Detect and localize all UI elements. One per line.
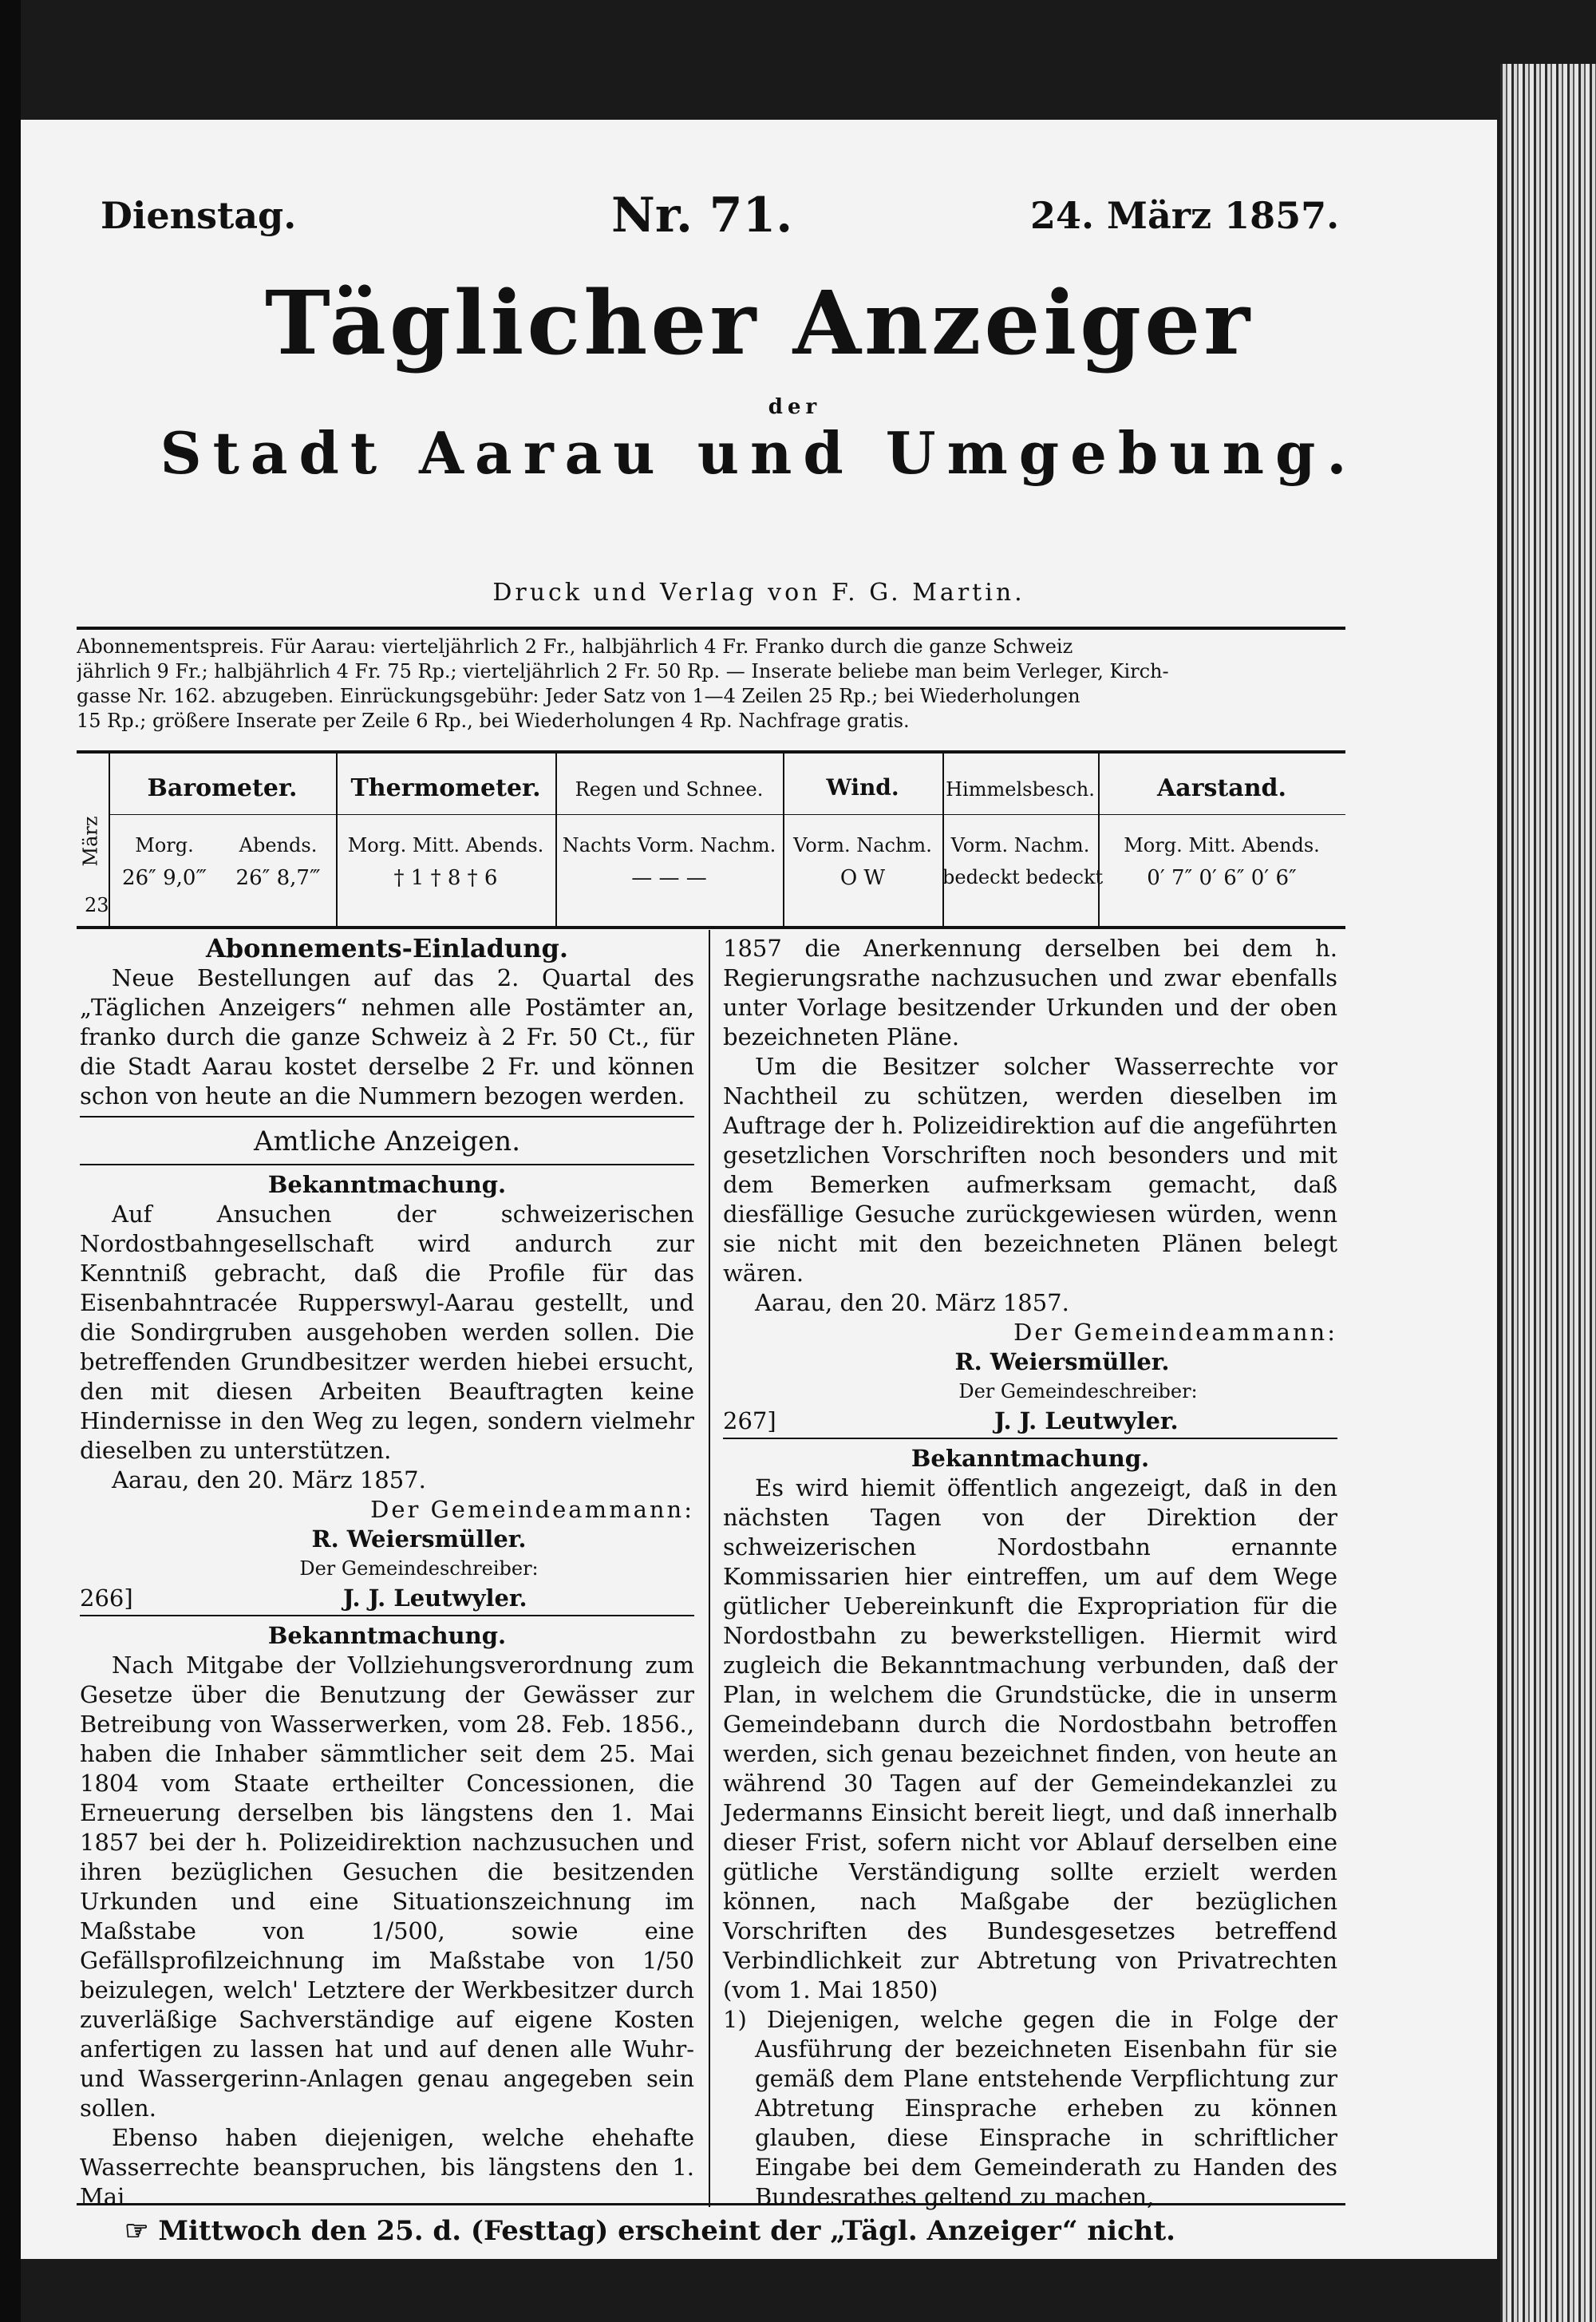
- bek2-text-2: Ebenso haben diejenigen, welche ehehafte Wasserrechte beanspruchen, bis längstens den 1. Mai: [80, 2124, 694, 2210]
- baro-morning-label: Morg.: [135, 834, 194, 856]
- baro-evening-label: Abends.: [239, 834, 318, 856]
- cont-signature: R. Weiersmüller.: [954, 1348, 1170, 1375]
- aar-labels: Morg. Mitt. Abends.: [1124, 834, 1320, 856]
- bek1-date: Aarau, den 20. März 1857.: [112, 1466, 426, 1493]
- bek1-text: Auf Ansuchen der schweizerischen Nordostbahngesellschaft wird andurch zur Kenntniß gebracht, daß die Profile für das Eisenbahntracée Rupperswyl-Aarau gestellt, und die Sondirgruben ausgehoben werden sollen. Die betreffenden Grundbesitzer werden hiebei ersucht, den mit diesen Arbeiten Beauftragten keine Hindernisse in den Weg zu legen, sondern vielmehr dieselben zu unterstützen.: [80, 1201, 694, 1464]
- baro-evening-value: 26″ 8,7‴: [235, 866, 321, 890]
- page-edges-right: [1500, 64, 1596, 2322]
- abo-title: Abonnements-Einladung.: [205, 933, 569, 963]
- subscription-line-1: Abonnementspreis. Für Aarau: vierteljährlich 2 Fr., halbjährlich 4 Fr. Franko durch die ganze Schweiz: [77, 635, 1073, 658]
- bek1-office: Der Gemeindeammann:: [370, 1496, 694, 1523]
- thermo-labels: Morg. Mitt. Abends.: [347, 834, 544, 856]
- printer-line: Druck und Verlag von F. G. Martin.: [492, 579, 1025, 607]
- issue-date: 24. März 1857.: [1030, 194, 1340, 237]
- sky-values: bedeckt bedeckt: [942, 866, 1104, 888]
- divider: [80, 1615, 694, 1616]
- issue-number: Nr. 71.: [611, 188, 793, 243]
- aar-values: 0′ 7″ 0′ 6″ 0′ 6″: [1147, 866, 1297, 890]
- wind-header: Wind.: [826, 774, 899, 801]
- month-label: März: [79, 816, 102, 867]
- newspaper-subtitle: Stadt Aarau und Umgebung.: [160, 419, 1358, 487]
- cont-office: Der Gemeindeammann:: [1013, 1319, 1337, 1346]
- bek2-text: Nach Mitgabe der Vollziehungsverordnung zum Gesetze über die Benutzung der Gewässer zur Betreibung von Wasserwerken, vom 28. Feb. 1856., haben die Inhaber sämmtlicher seit dem 25. Mai 1804 vom Staate ertheilter Concessionen, die Erneuerung derselben bis längstens den 1. Mai 1857 bei der h. Polizeidirektion nachzusuchen und ihren bezüglichen Gesuchen die besitzenden Urkunden und eine Situationszeichnung im Maßstabe von 1/500, sowie eine Gefällsprofilzeichnung im Maßstabe von 1/50 beizulegen, welch' Letztere der Werkbesitzer durch zuverläßige Sachverständige auf eigene Kosten anfertigen zu lassen hat und auf denen alle Wuhr- und Wassergerinn-Anlagen genau angegeben sein sollen.: [80, 1652, 694, 2122]
- bek1-clerk-label: Der Gemeindeschreiber:: [299, 1557, 539, 1580]
- footer-notice: ☞ Mittwoch den 25. d. (Festtag) erscheint der „Tägl. Anzeiger“ nicht.: [124, 2215, 1176, 2247]
- title-der: der: [768, 395, 822, 419]
- divider: [723, 1438, 1337, 1439]
- bek3-title: Bekanntmachung.: [911, 1445, 1150, 1472]
- weekday: Dienstag.: [101, 194, 297, 237]
- table-rule-bottom: [77, 926, 1345, 929]
- subscription-line-2: jährlich 9 Fr.; halbjährlich 4 Fr. 75 Rp.; vierteljährlich 2 Fr. 50 Rp. — Inserate beliebe man beim Verleger, Kirch-: [77, 660, 1169, 682]
- thermo-values: † 1 † 8 † 6: [393, 866, 498, 890]
- bek3-item-1: 1) Diejenigen, welche gegen die in Folge der Ausführung der bezeichneten Eisenbahn für sie gemäß dem Plane entstehende Verpflichtung zur Abtretung Einsprache erheben zu können glauben, diese Einsprache in schriftlicher Eingabe bei dem Gemeinderath zu Handen des Bundesrathes geltend zu machen,: [723, 2006, 1337, 2210]
- bek3-text: Es wird hiemit öffentlich angezeigt, daß in den nächsten Tagen von der Direktion der schweizerischen Nordostbahn ernannte Kommissarien hier eintreffen, um auf dem Wege gütlicher Uebereinkunft die Expropriation für die Nordostbahn zu bewerkstelligen. Hiermit wird zugleich die Bekanntmachung verbunden, daß der Plan, in welchem die Grundstücke, die in unserm Gemeindebann durch die Nordostbahn betroffen werden, sich genau bezeichnet finden, von heute an während 30 Tagen auf der Gemeindekanzlei zu Jedermanns Einsicht bereit liegt, und daß innerhalb dieser Frist, sofern nicht vor Ablauf derselben eine gütliche Verständigung sollte erzielt werden können, nach Maßgabe der bezüglichen Vorschriften des Bundesgesetzes betreffend Verbindlichkeit zur Abtretung von Privatrechten (vom 1. Mai 1850): [723, 1474, 1337, 2004]
- bek1-number: 266]: [80, 1584, 133, 1612]
- table-rule-top: [77, 750, 1345, 754]
- cont-clerk-name: J. J. Leutwyler.: [994, 1407, 1179, 1434]
- abo-text: Neue Bestellungen auf das 2. Quartal des „Täglichen Anzeigers“ nehmen alle Postämter an, franko durch die ganze Schweiz à 2 Fr. 50 Ct., für die Stadt Aarau kostet derselbe 2 Fr. und können schon von heute an die Nummern bezogen werden.: [80, 964, 694, 1110]
- right-column: [723, 934, 1337, 2212]
- divider: [80, 1164, 694, 1165]
- rain-header: Regen und Schnee.: [575, 778, 764, 801]
- left-column: [80, 934, 694, 2212]
- cont-date: Aarau, den 20. März 1857.: [755, 1289, 1069, 1316]
- sky-header: Himmelsbesch.: [946, 778, 1095, 801]
- bek1-clerk-line: [80, 1584, 694, 1613]
- newspaper-page: [21, 120, 1497, 2259]
- cont-text: 1857 die Anerkennung derselben bei dem h. Regierungsrathe nachzusuchen und zwar ebenfalls unter Vorlage besitzender Urkunden und der oben bezeichneten Pläne.: [723, 935, 1337, 1050]
- baro-morning-value: 26″ 9,0‴: [122, 866, 207, 890]
- subscription-notice: [77, 635, 1353, 734]
- cont-clerk-label: Der Gemeindeschreiber:: [958, 1380, 1198, 1402]
- book-spine-left: [0, 0, 21, 2322]
- barometer-header: Barometer.: [147, 774, 298, 802]
- cont-number: 267]: [723, 1407, 776, 1434]
- bek1-clerk-name: J. J. Leutwyler.: [343, 1584, 527, 1612]
- wind-labels: Vorm. Nachm.: [793, 834, 932, 856]
- rain-values: — — —: [631, 866, 707, 890]
- footer-rule: [77, 2203, 1345, 2205]
- cont-text-2: Um die Besitzer solcher Wasserrechte vor Nachtheil zu schützen, werden dieselben im Auftrage der h. Polizeidirektion auf die angeführten gesetzlichen Vorschriften noch besonders und mit dem Bemerken aufmerksam gemacht, daß diesfällige Gesuche zurückgewiesen würden, wenn sie nicht mit den bezeichneten Plänen belegt wären.: [723, 1053, 1337, 1287]
- bek1-title: Bekanntmachung.: [267, 1171, 507, 1198]
- cont-clerk-line: [723, 1406, 1337, 1436]
- thermometer-header: Thermometer.: [350, 774, 541, 802]
- divider: [80, 1116, 694, 1117]
- day-number: 23: [85, 894, 109, 916]
- bek2-title: Bekanntmachung.: [267, 1622, 507, 1649]
- rain-labels: Nachts Vorm. Nachm.: [562, 834, 776, 856]
- subscription-line-3: gasse Nr. 162. abzugeben. Einrückungsgebühr: Jeder Satz von 1—4 Zeilen 25 Rp.; bei Wiederholungen: [77, 685, 1080, 707]
- column-divider: [709, 930, 710, 2207]
- sky-labels: Vorm. Nachm.: [950, 834, 1090, 856]
- aarstand-header: Aarstand.: [1157, 774, 1286, 802]
- rule-top: [77, 627, 1345, 630]
- newspaper-title: Täglicher Anzeiger: [264, 271, 1254, 374]
- bek1-signature: R. Weiersmüller.: [311, 1525, 527, 1553]
- amtliche-heading: Amtliche Anzeigen.: [253, 1125, 521, 1157]
- table-rule-mid: [109, 814, 1345, 815]
- wind-values: O W: [839, 866, 886, 890]
- subscription-line-4: 15 Rp.; größere Inserate per Zeile 6 Rp., bei Wiederholungen 4 Rp. Nachfrage gratis.: [77, 710, 910, 732]
